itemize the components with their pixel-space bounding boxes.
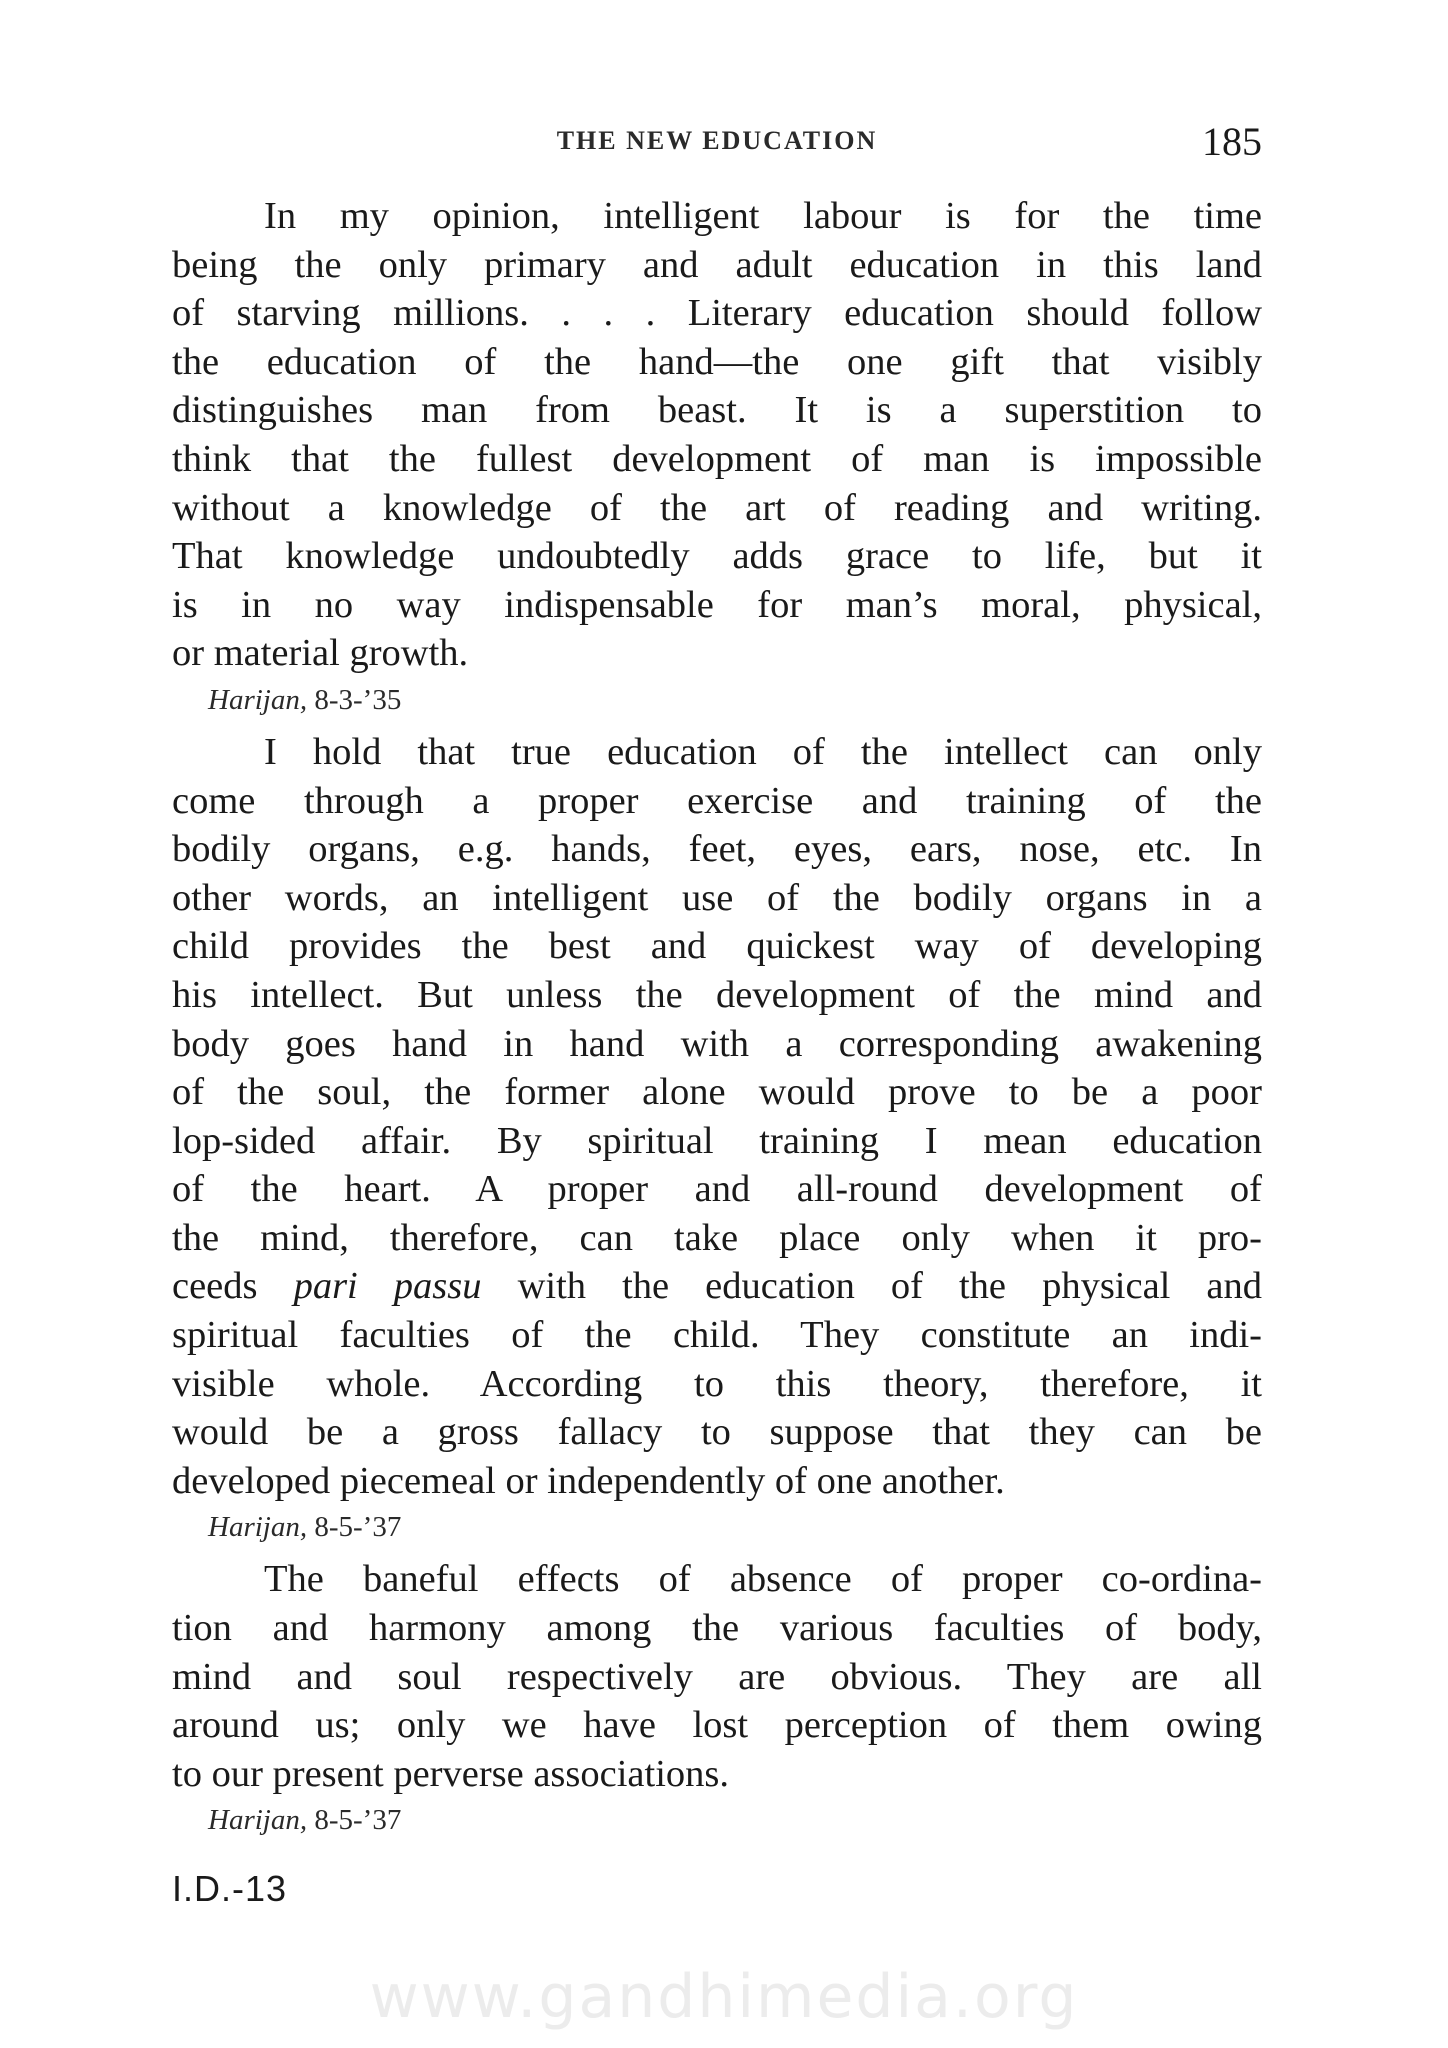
text-line: of the soul, the former alone would prove to be a poor [172,1071,1262,1114]
body-text [172,192,1262,1848]
text-line: The baneful effects of absence of proper co-ordina- [264,1558,1262,1601]
watermark: www.gandhimedia.org [369,1962,1079,2032]
citation-source: Harijan, [208,683,308,716]
text-line: of the heart. A proper and all-round development of [172,1168,1262,1211]
text-line: other words, an intelligent use of the bodily organs in a [172,876,1262,919]
running-title: THE NEW EDUCATION [556,126,878,155]
text-line: visible whole. According to this theory, therefore, it [172,1362,1262,1405]
text-line: is in no way indispensable for man’s moral, physical, [172,583,1262,626]
text-line: being the only primary and adult education in this land [172,243,1262,286]
text-line: around us; only we have lost perception of them owing [172,1704,1262,1747]
citation [208,1800,1262,1840]
text-line: bodily organs, e.g. hands, feet, eyes, ears, nose, etc. In [172,828,1262,871]
citation-date: 8-3-’35 [314,683,402,716]
page-number: 185 [1202,119,1262,164]
citation-date: 8-5-’37 [314,1804,402,1837]
text-fragment: ceeds [172,1265,258,1308]
text-line: tion and harmony among the various faculties of body, [172,1607,1262,1650]
text-line: the mind, therefore, can take place only when it pro- [172,1216,1262,1259]
citation-source: Harijan, [208,1511,308,1544]
text-line: body goes hand in hand with a corresponding awakening [172,1022,1262,1065]
text-line: think that the fullest development of man is impossible [172,437,1262,480]
paragraph-2 [172,728,1262,1506]
text-line: spiritual faculties of the child. They constitute an indi- [172,1314,1262,1357]
paragraph-1 [172,192,1262,678]
text-line-with-italic [172,1262,1262,1311]
citation [208,680,1262,720]
text-line: his intellect. But unless the development of the mind and [172,973,1262,1016]
text-line: child provides the best and quickest way of developing [172,925,1262,968]
text-line: the education of the hand—the one gift that visibly [172,340,1262,383]
text-line: I hold that true education of the intellect can only [264,730,1262,773]
text-line: come through a proper exercise and training of the [172,779,1262,822]
running-head [172,118,1262,166]
text-fragment: with the education of the physical and [517,1265,1263,1308]
text-line: distinguishes man from beast. It is a superstition to [172,389,1262,432]
citation-date: 8-5-’37 [314,1511,402,1544]
citation-source: Harijan, [208,1804,308,1837]
text-line: lop-sided affair. By spiritual training I mean education [172,1119,1262,1162]
text-line: of starving millions. . . . Literary education should follow [172,292,1262,335]
paragraph-3 [172,1555,1262,1798]
text-line: or material growth. [172,632,469,675]
citation [208,1507,1262,1547]
text-line: That knowledge undoubtedly adds grace to life, but it [172,535,1262,578]
italic-term: pari passu [293,1265,482,1308]
text-line: In my opinion, intelligent labour is for the time [264,195,1262,237]
text-line: developed piecemeal or independently of one another. [172,1459,1005,1502]
text-line: to our present perverse associations. [172,1752,730,1795]
text-line: without a knowledge of the art of reading and writing. [172,486,1262,529]
signature-mark: I.D.-13 [172,1868,288,1909]
text-line: would be a gross fallacy to suppose that they can be [172,1411,1262,1454]
text-line: mind and soul respectively are obvious. They are all [172,1655,1262,1698]
